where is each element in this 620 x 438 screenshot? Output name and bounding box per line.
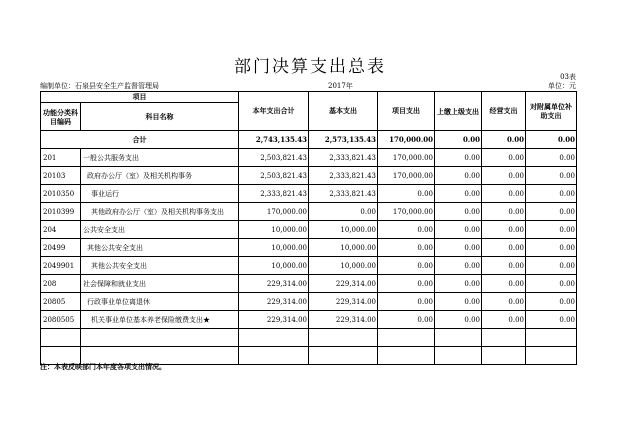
cell-business: 0.00 (482, 221, 526, 239)
cell-business: 0.00 (482, 167, 526, 185)
cell-project: 0.00 (378, 311, 435, 329)
org-label: 编制单位：石泉县安全生产监督管理局 (40, 82, 159, 90)
year-label: 2017年 (328, 82, 353, 90)
header-code: 功能分类科目编码 (41, 103, 81, 131)
header-business: 经营支出 (482, 92, 526, 131)
cell-name: 政府办公厅（室）及相关机构事务 (81, 167, 239, 185)
total-row (41, 131, 577, 149)
table-row (41, 275, 577, 293)
cell-business: 0.00 (482, 185, 526, 203)
empty-cell (435, 329, 482, 347)
header-subsidy: 对附属单位补助支出 (526, 92, 577, 131)
cell-subsidy: 0.00 (526, 311, 577, 329)
empty-cell (309, 347, 378, 365)
table-row (41, 221, 577, 239)
cell-business: 0.00 (482, 239, 526, 257)
table-row (41, 257, 577, 275)
cell-subsidy: 0.00 (526, 221, 577, 239)
cell-name: 公共安全支出 (81, 221, 239, 239)
cell-business: 0.00 (482, 257, 526, 275)
header-group: 项目 (41, 92, 239, 103)
cell-project: 0.00 (378, 239, 435, 257)
cell-subsidy: 0.00 (526, 257, 577, 275)
cell-code: 20805 (41, 293, 81, 311)
cell-basic: 2,333,821.43 (309, 149, 378, 167)
cell-name: 其他公共安全支出 (81, 239, 239, 257)
table-row (41, 185, 577, 203)
cell-code: 201 (41, 149, 81, 167)
empty-cell (482, 347, 526, 365)
cell-project: 170,000.00 (378, 149, 435, 167)
page-title: 部门决算支出总表 (234, 57, 386, 77)
table-row (41, 167, 577, 185)
cell-code: 20499 (41, 239, 81, 257)
cell-code: 2049901 (41, 257, 81, 275)
cell-basic: 10,000.00 (309, 257, 378, 275)
cell-basic: 229,314.00 (309, 311, 378, 329)
cell-name: 行政事业单位离退休 (81, 293, 239, 311)
cell-project: 170,000.00 (378, 167, 435, 185)
cell-basic: 229,314.00 (309, 275, 378, 293)
table-row (41, 311, 577, 329)
cell-subsidy: 0.00 (526, 203, 577, 221)
total-subsidy: 0.00 (526, 131, 577, 149)
header-project: 项目支出 (378, 92, 435, 131)
cell-upper: 0.00 (435, 167, 482, 185)
cell-total: 10,000.00 (239, 221, 309, 239)
total-label: 合计 (41, 131, 239, 149)
cell-upper: 0.00 (435, 311, 482, 329)
table-row (41, 149, 577, 167)
cell-basic: 229,314.00 (309, 293, 378, 311)
header-name: 科目名称 (81, 103, 239, 131)
cell-project: 0.00 (378, 293, 435, 311)
empty-cell (378, 329, 435, 347)
cell-code: 2080505 (41, 311, 81, 329)
cell-basic: 10,000.00 (309, 239, 378, 257)
empty-cell (526, 347, 577, 365)
table-code: 03表 (560, 73, 576, 81)
expenditure-table (40, 91, 577, 365)
total-project: 170,000.00 (378, 131, 435, 149)
empty-cell (81, 329, 239, 347)
cell-total: 10,000.00 (239, 257, 309, 275)
cell-name: 社会保障和就业支出 (81, 275, 239, 293)
empty-row (41, 329, 577, 347)
cell-upper: 0.00 (435, 275, 482, 293)
unit-label: 单位：元 (548, 82, 576, 90)
cell-basic: 2,333,821.43 (309, 167, 378, 185)
cell-business: 0.00 (482, 275, 526, 293)
total-total: 2,743,135.43 (239, 131, 309, 149)
empty-cell (309, 329, 378, 347)
cell-name: 其他公共安全支出 (81, 257, 239, 275)
header-row-group (41, 92, 577, 103)
cell-upper: 0.00 (435, 185, 482, 203)
cell-total: 229,314.00 (239, 311, 309, 329)
cell-total: 229,314.00 (239, 275, 309, 293)
cell-total: 2,503,821.43 (239, 167, 309, 185)
cell-code: 20103 (41, 167, 81, 185)
empty-cell (435, 347, 482, 365)
header-upper: 上缴上级支出 (435, 92, 482, 131)
cell-name: 事业运行 (81, 185, 239, 203)
cell-business: 0.00 (482, 203, 526, 221)
table-row (41, 293, 577, 311)
cell-total: 170,000.00 (239, 203, 309, 221)
cell-subsidy: 0.00 (526, 185, 577, 203)
table-row (41, 203, 577, 221)
cell-project: 0.00 (378, 221, 435, 239)
footnote: 注：本表反映部门本年度各项支出情况。 (40, 362, 166, 371)
empty-cell (378, 347, 435, 365)
cell-project: 0.00 (378, 185, 435, 203)
cell-upper: 0.00 (435, 257, 482, 275)
cell-total: 2,503,821.43 (239, 149, 309, 167)
empty-cell (239, 329, 309, 347)
cell-code: 2010350 (41, 185, 81, 203)
cell-upper: 0.00 (435, 149, 482, 167)
cell-business: 0.00 (482, 311, 526, 329)
cell-business: 0.00 (482, 293, 526, 311)
cell-subsidy: 0.00 (526, 149, 577, 167)
total-basic: 2,573,135.43 (309, 131, 378, 149)
cell-total: 2,333,821.43 (239, 185, 309, 203)
header-total: 本年支出合计 (239, 92, 309, 131)
cell-project: 170,000.00 (378, 203, 435, 221)
empty-cell (239, 347, 309, 365)
cell-name: 其他政府办公厅（室）及相关机构事务支出 (81, 203, 239, 221)
cell-upper: 0.00 (435, 293, 482, 311)
cell-project: 0.00 (378, 257, 435, 275)
cell-total: 10,000.00 (239, 239, 309, 257)
cell-subsidy: 0.00 (526, 239, 577, 257)
cell-basic: 2,333,821.43 (309, 185, 378, 203)
total-business: 0.00 (482, 131, 526, 149)
cell-subsidy: 0.00 (526, 275, 577, 293)
cell-basic: 10,000.00 (309, 221, 378, 239)
cell-name: 一般公共服务支出 (81, 149, 239, 167)
cell-subsidy: 0.00 (526, 167, 577, 185)
cell-code: 208 (41, 275, 81, 293)
cell-upper: 0.00 (435, 221, 482, 239)
cell-subsidy: 0.00 (526, 293, 577, 311)
cell-upper: 0.00 (435, 203, 482, 221)
cell-code: 204 (41, 221, 81, 239)
cell-upper: 0.00 (435, 239, 482, 257)
cell-basic: 0.00 (309, 203, 378, 221)
cell-total: 229,314.00 (239, 293, 309, 311)
meta-line (40, 81, 576, 91)
empty-cell (482, 329, 526, 347)
cell-business: 0.00 (482, 149, 526, 167)
table-row (41, 239, 577, 257)
empty-cell (41, 329, 81, 347)
total-upper: 0.00 (435, 131, 482, 149)
empty-cell (526, 329, 577, 347)
cell-project: 0.00 (378, 275, 435, 293)
header-basic: 基本支出 (309, 92, 378, 131)
cell-name: 机关事业单位基本养老保险缴费支出★ (81, 311, 239, 329)
cell-code: 2010399 (41, 203, 81, 221)
